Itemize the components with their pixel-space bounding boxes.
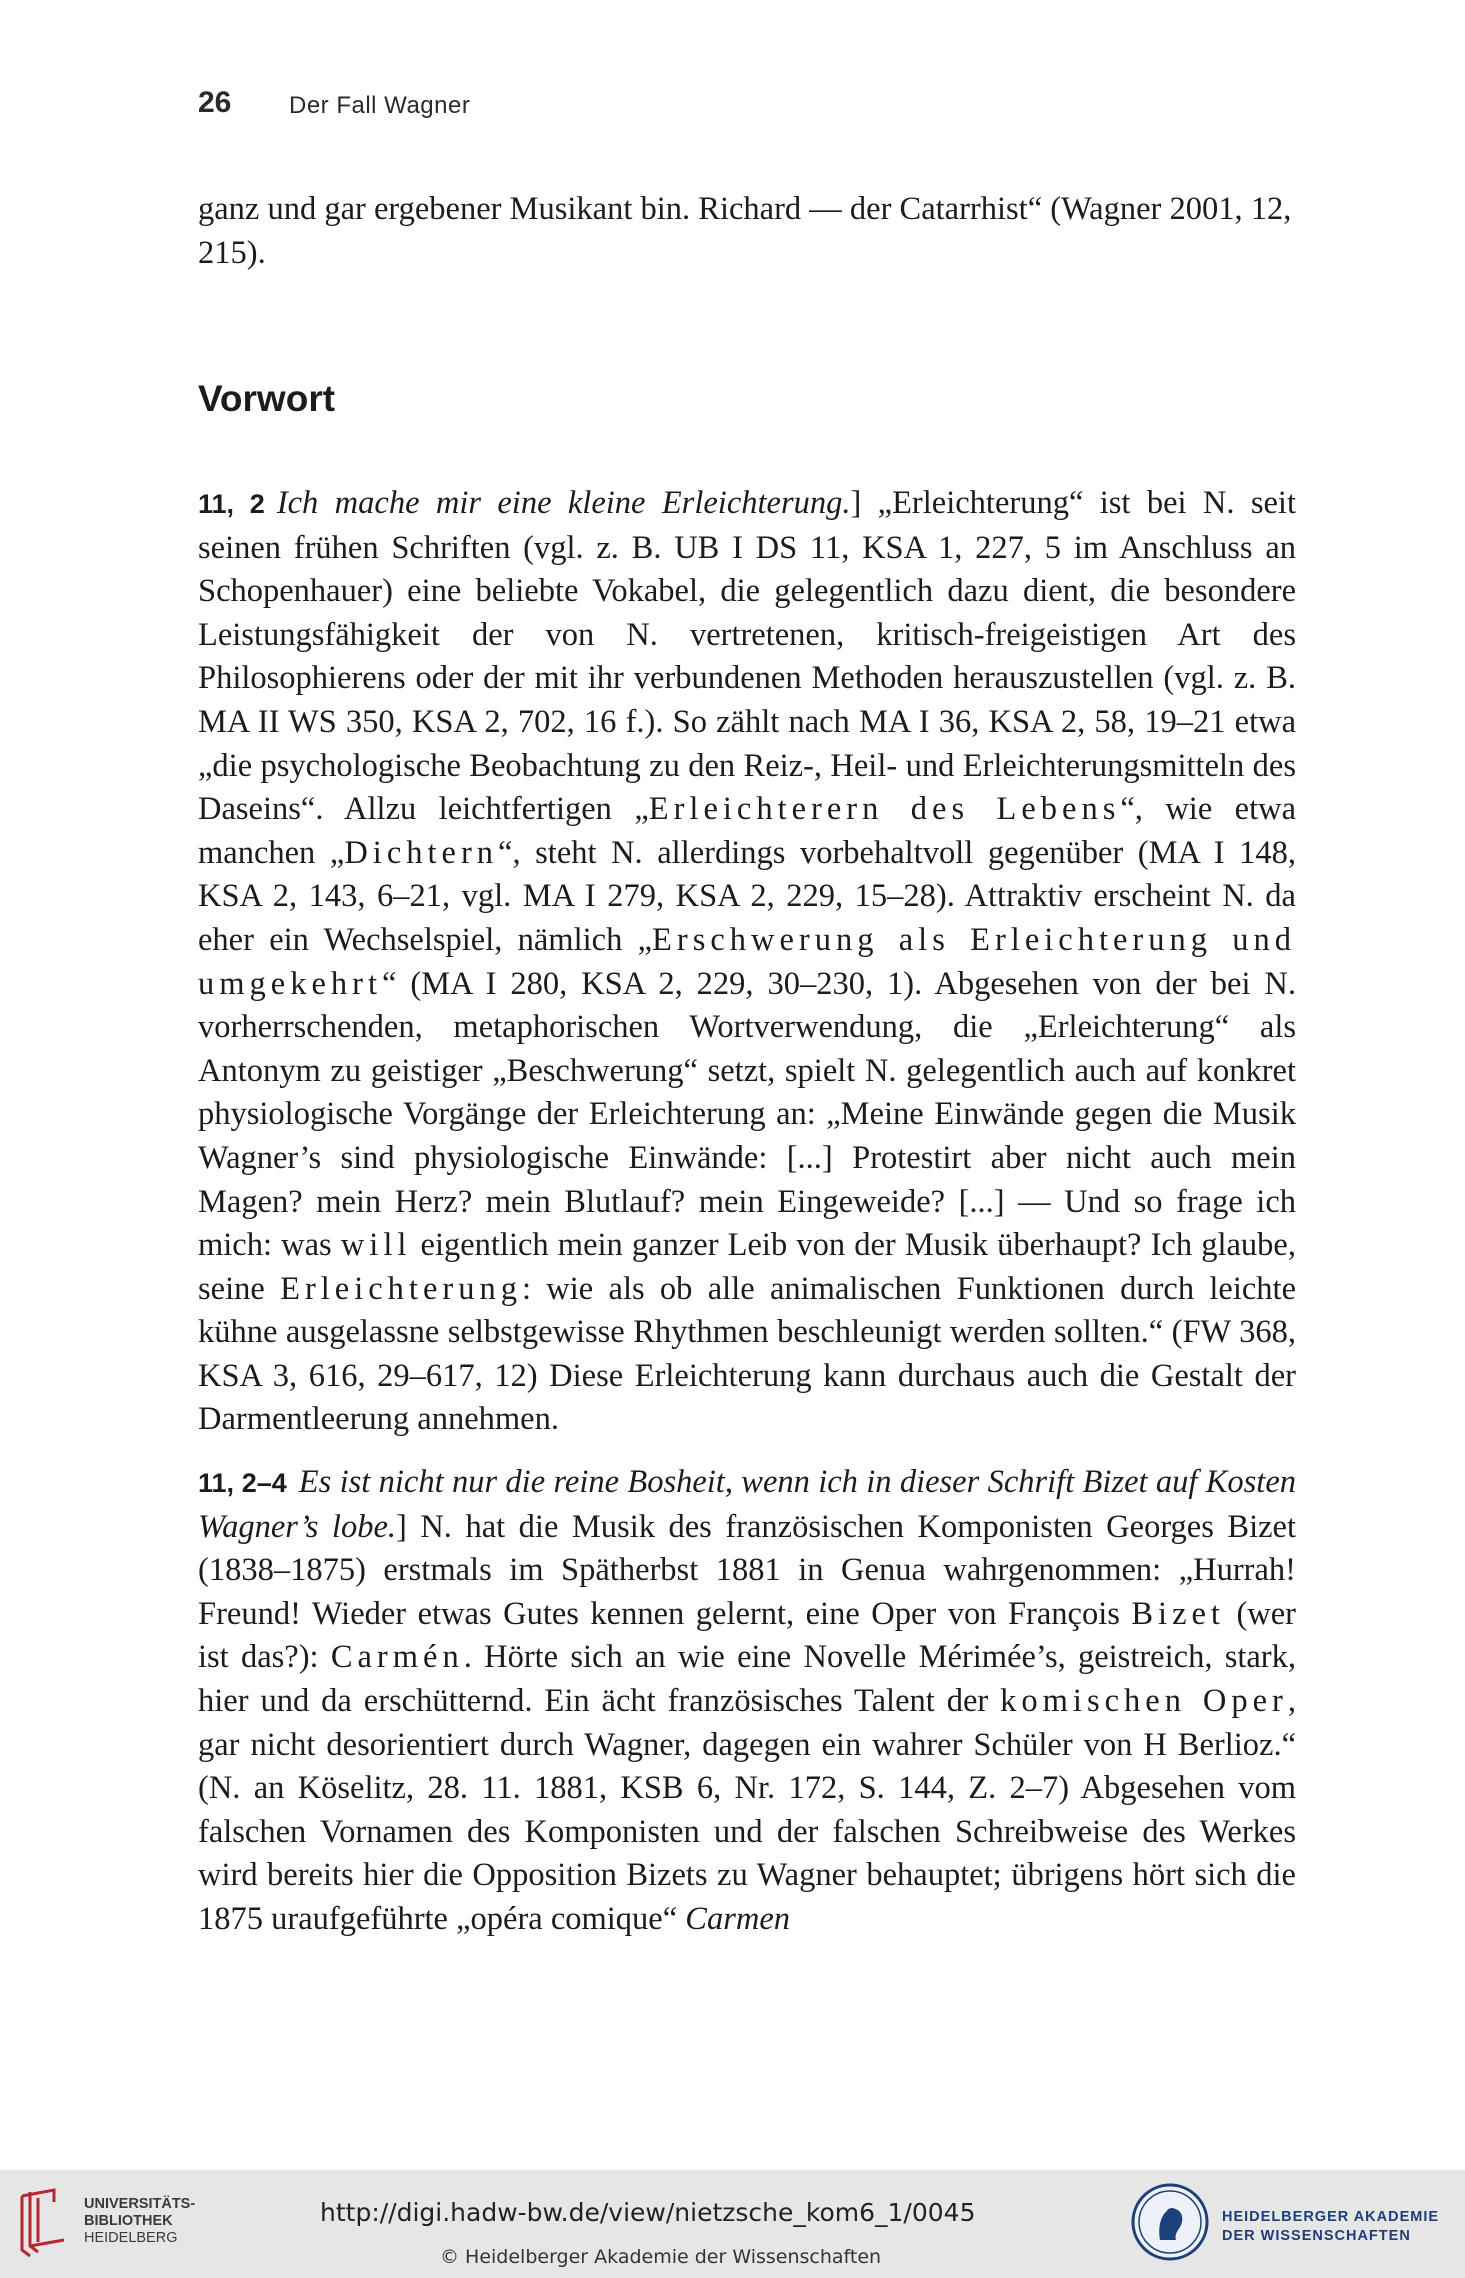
entry-text: “, steht N. allerdings vorbehaltvoll gegenüber (MA I 148, KSA 2, 143, 6–21, vgl. MA I 279, KSA 2, 229, 15–28). Attraktiv erscheint N. da eher ein Wechselspiel, nämlich „ — [198, 834, 1297, 958]
spaced-quote: Erschwerung als Erleichterung und umgekehrt — [198, 921, 1296, 1002]
entry-text: . Hörte sich an wie eine Novelle Mérimée’s, geistreich, stark, hier und da erschütternd. Ein ächt französisches Talent der — [198, 1639, 1296, 1719]
entry-text: “, wie etwa manchen „ — [198, 791, 1296, 871]
entry-reference: 11, 2 — [198, 489, 265, 519]
digitization-footer — [0, 2170, 1465, 2278]
permalink-url[interactable]: http://digi.hadw-bw.de/view/nietzsche_kom6_1/0045 — [320, 2198, 976, 2227]
spaced-quote: Carmén — [330, 1639, 464, 1676]
spaced-quote: Bizet — [1131, 1595, 1225, 1632]
entry-text: (wer ist das?): — [198, 1595, 1297, 1676]
italic-title: Carmen — [685, 1900, 791, 1937]
entry-reference: 11, 2–4 — [198, 1468, 287, 1498]
library-name-line: BIBLIOTHEK — [84, 2213, 173, 2229]
page-number: 26 — [198, 86, 232, 119]
section-heading: Vorwort — [198, 378, 336, 419]
copyright-notice: © Heidelberger Akademie der Wissenschaften — [440, 2246, 882, 2268]
commentary-entry — [198, 1461, 1296, 1942]
academy-name-line: HEIDELBERGER AKADEMIE — [1222, 2209, 1440, 2225]
spaced-quote: Erleichterern des Lebens — [648, 791, 1121, 828]
spaced-quote: will — [340, 1227, 412, 1264]
commentary-entry — [198, 482, 1296, 1442]
academy-name-line: DER WISSENSCHAFTEN — [1222, 2228, 1411, 2244]
intro-paragraph: ganz und gar ergebener Musikant bin. Richard — der Catarrhist“ (Wagner 2001, 12, 215). — [198, 191, 1292, 271]
entry-text: “ (MA I 280, KSA 2, 229, 30–230, 1). Abgesehen von der bei N. vorherrschenden, metaphorischen Wortverwendung, die „Erleichterung“ als Antonym zu geistiger „Beschwerung“ setzt, spielt N. gelegentlich auch auf konkret physiologische Vorgänge der Erleichterung an: „Meine Einwände gegen die Musik Wagner’s sind physiologische Einwände: [...] Protestirt aber nicht auch mein Magen? mein Herz? mein Blutlauf? mein Eingeweide? [...] — Und so frage ich mich: was — [198, 965, 1296, 1264]
university-library-name — [84, 2196, 195, 2247]
academy-name — [1222, 2208, 1439, 2246]
library-name-line: HEIDELBERG — [84, 2230, 178, 2246]
entry-text: ] „Erleichterung“ ist bei N. seit seinen frühen Schriften (vgl. z. B. UB I DS 11, KSA 1, 227, 5 im Anschluss an Schopenhauer) eine beliebte Vokabel, die gelegentlich dazu dient, die besondere Leistungsfähigkeit der von N. vertretenen, kritisch-freigeistigen Art des Philosophierens oder der mit ihr verbundenen Methoden herauszustellen (vgl. z. B. MA II WS 350, KSA 2, 702, 16 f.). So zählt nach MA I 36, KSA 2, 58, 19–21 etwa „die psychologische Beobachtung zu den Reiz-, Heil- und Erleichterungsmitteln des Daseins“. Allzu leichtfertigen „ — [198, 485, 1296, 828]
spaced-quote: Erleichterung — [280, 1270, 522, 1307]
entry-lemma: Ich mache mir eine kleine Erleichterung. — [276, 485, 851, 521]
entry-lemma: Es ist nicht nur die reine Bosheit, wenn ich in dieser Schrift Bizet auf Kosten Wagner’s lobe. — [198, 1464, 1296, 1545]
entry-text: , gar nicht desorientiert durch Wagner, dagegen ein wahrer Schüler von H Berlioz.“ (N. an Köselitz, 28. 11. 1881, KSB 6, Nr. 172, S. 144, Z. 2–7) Abgesehen vom falschen Vornamen des Komponisten und der falschen Schreibweise des Werkes wird bereits hier die Opposition Bizets zu Wagner behauptet; übrigens hört sich die 1875 uraufgeführte „opéra comique“ — [198, 1682, 1296, 1937]
university-library-logo-icon — [16, 2188, 70, 2260]
spaced-quote: komischen Oper — [1000, 1682, 1288, 1719]
entry-text: eigentlich mein ganzer Leib von der Musik überhaupt? Ich glaube, seine — [198, 1227, 1296, 1307]
spaced-quote: Dichtern — [344, 834, 499, 871]
entry-text: : wie als ob alle animalischen Funktionen durch leichte kühne ausgelassne selbstgewisse Rhythmen beschleunigt werden sollten.“ (FW 368, KSA 3, 616, 29–617, 12) Diese Erleichterung kann durchaus auch die Gestalt der Darmentleerung annehmen. — [198, 1270, 1297, 1438]
library-name-line: UNIVERSITÄTS- — [84, 2196, 196, 2212]
entry-text: ] N. hat die Musik des französischen Komponisten Georges Bizet (1838–1875) erstmals im Spätherbst 1881 in Genua wahrgenommen: „Hurrah! Freund! Wieder etwas Gutes kennen gelernt, eine Oper von François — [198, 1508, 1296, 1632]
running-title: Der Fall Wagner — [289, 92, 471, 119]
academy-seal-icon — [1130, 2182, 1210, 2262]
